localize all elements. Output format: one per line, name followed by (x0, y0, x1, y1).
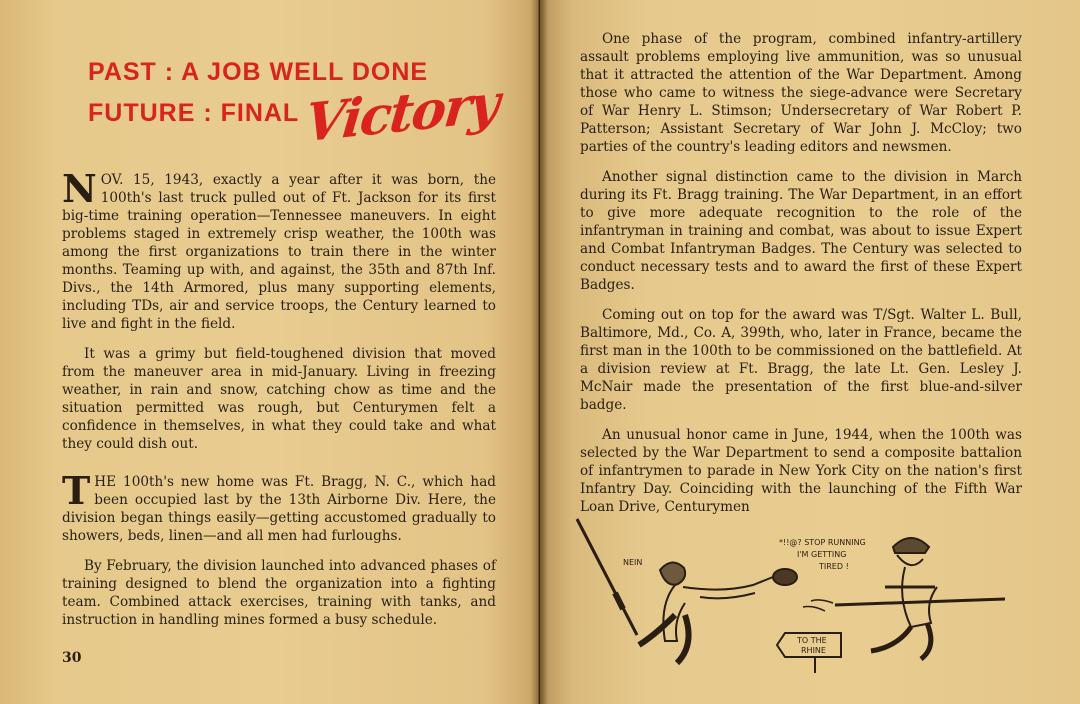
sign-to-the: TO THE (797, 636, 827, 645)
section1-paragraph-1 (62, 166, 496, 333)
rifle-drawing (577, 519, 637, 635)
speech-getting: I'M GETTING (797, 550, 847, 559)
cartoon-svg (575, 515, 1045, 675)
section2-paragraph-1 (62, 468, 496, 545)
victory-script: Victory (302, 72, 502, 155)
headline-line-1: PAST : A JOB WELL DONE (88, 58, 429, 86)
dropcap-n: N (62, 166, 97, 211)
headline-line-2-prefix: FUTURE : FINAL (88, 99, 300, 127)
speech-stop-running: *!!@? STOP RUNNING (779, 538, 866, 547)
headline (88, 57, 502, 155)
section1-p1-text: OV. 15, 1943, exactly a year after it was born, the 100th's last truck pulled out of Ft. Jackson for its first big-time training operation—Tennessee maneuvers. In eight problems staged in extremely crisp weather, the 100th was among the first organizations to train there in the winter months. Teaming up with, and against, the 35th and 87th Inf. Divs., the 14th Armored, plus many supporting elements, including TDs, air and service troops, the Century learned to live and fight in the field. (62, 172, 496, 332)
sign-rhine: RHINE (801, 646, 826, 655)
book-gutter (530, 0, 548, 704)
right-paragraph-2: Another signal distinction came to the division in March during its Ft. Bragg training. The War Department, in an effort to give more adequate recognition to the role of the infantryman in training and combat, was about to issue Expert and Combat Infantryman Badges. The Century was selected to conduct necessary tests and to award the first of these Expert Badges. (580, 169, 1022, 293)
section2-paragraph-2: By February, the division launched into advanced phases of training designed to blend the organization into a fighting team. Combined attack exercises, training with tanks, and instruction in handling mines formed a busy schedule. (62, 558, 496, 628)
section1-paragraph-2: It was a grimy but field-toughened division that moved from the maneuver area in mid-January. Living in freezing weather, in rain and snow, catching chow as time and the situation permitted was rough, but Centurymen felt a confidence in themselves, in what they could take and what they could dish out. (62, 346, 496, 452)
cartoon-illustration (575, 515, 1045, 675)
section2-p1-text: HE 100th's new home was Ft. Bragg, N. C., which had been occupied last by the 13th Airborne Div. Here, the division began things easily—getting accustomed gradually to showers, beds, linen—and all men had furloughs. (62, 474, 496, 544)
fleeing-soldier-drawing (639, 562, 797, 663)
right-paragraph-4: An unusual honor came in June, 1944, when the 100th was selected by the War Department to send a composite battalion of infantrymen to parade in New York City on the nation's first Infantry Day. Coinciding with the launching of the Fifth War Loan Drive, Centurymen (580, 427, 1022, 515)
speech-tired: TIRED ! (819, 562, 849, 571)
right-column (580, 30, 1022, 516)
right-paragraph-3: Coming out on top for the award was T/Sgt. Walter L. Bull, Baltimore, Md., Co. A, 399th, who, later in France, became the first man in the 100th to be commissioned on the battlefield. At a division review at Ft. Bragg, the late Lt. Gen. Lesley J. McNair made the presentation of the first blue-and-silver badge. (580, 307, 1022, 413)
page-number: 30 (62, 650, 82, 666)
section-divider (62, 465, 496, 473)
speech-nein: NEIN (623, 558, 643, 567)
right-paragraph-1: One phase of the program, combined infantry-artillery assault problems employing live ammunition, was so unusual that it attracted the attention of the War Department. Among those who came to witness the siege-advance were Secretary of War Henry L. Stimson; Undersecretary of War Robert P. Patterson; Assistant Secretary of War John J. McCloy; two parties of the country's leading editors and newsmen. (580, 31, 1022, 155)
left-column (62, 166, 496, 629)
dropcap-t: T (62, 468, 91, 513)
